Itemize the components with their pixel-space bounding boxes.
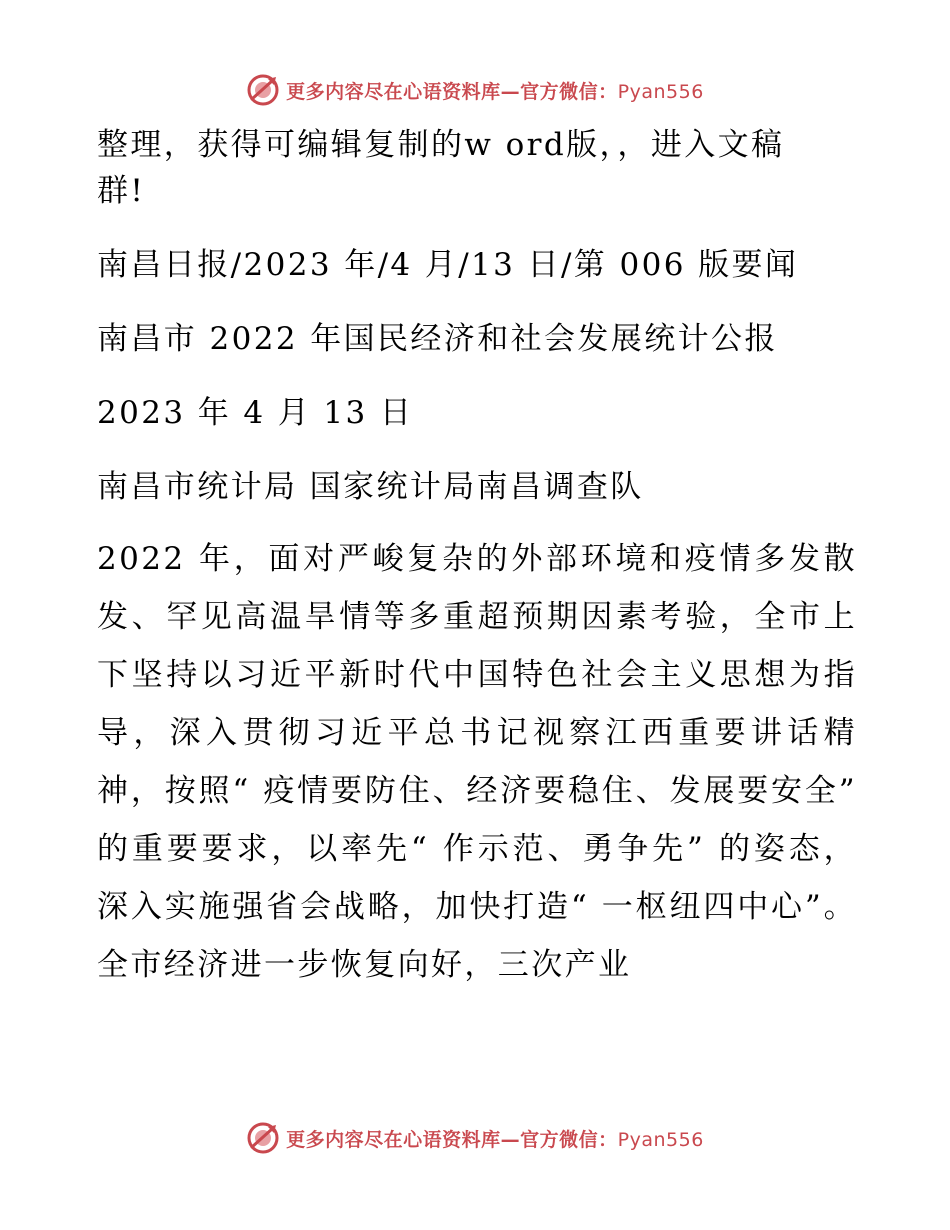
logo-icon — [246, 1121, 280, 1155]
watermark-header — [0, 70, 950, 110]
watermark-handle: Pyan556 — [617, 1128, 704, 1151]
watermark-handle: Pyan556 — [617, 80, 704, 103]
watermark-footer — [0, 1118, 950, 1158]
intro-line-1: 整理，获得可编辑复制的w ord版，，进入文稿 — [97, 127, 785, 163]
document-authors: 南昌市统计局 国家统计局南昌调查队 — [97, 469, 644, 505]
watermark-text: 更多内容尽在心语资料库—官方微信：Pyan556 — [286, 1128, 704, 1151]
document-body — [97, 122, 857, 994]
watermark-text: 更多内容尽在心语资料库—官方微信：Pyan556 — [286, 80, 704, 103]
intro-line-2: 群! — [97, 173, 146, 209]
source-line: 南昌日报/2023 年/4 月/13 日/第 006 版要闻 — [97, 247, 799, 283]
document-date: 2023 年 4 月 13 日 — [97, 395, 414, 431]
logo-icon — [246, 73, 280, 107]
document-title: 南昌市 2022 年国民经济和社会发展统计公报 — [97, 321, 778, 357]
body-paragraph: 2022 年，面对严峻复杂的外部环境和疫情多发散发、罕见高温旱情等多重超预期因素考验，全市上下坚持以习近平新时代中国特色社会主义思想为指导，深入贯彻习近平总书记视察江西重要讲话精神，按照“ 疫情要防住、经济要稳住、发展要安全” 的重要要求，以率先“ 作示范、勇争先” 的姿态，深入实施强省会战略，加快打造“ 一枢纽四中心”。全市经济进一步恢复向好，三次产业 — [97, 541, 857, 983]
